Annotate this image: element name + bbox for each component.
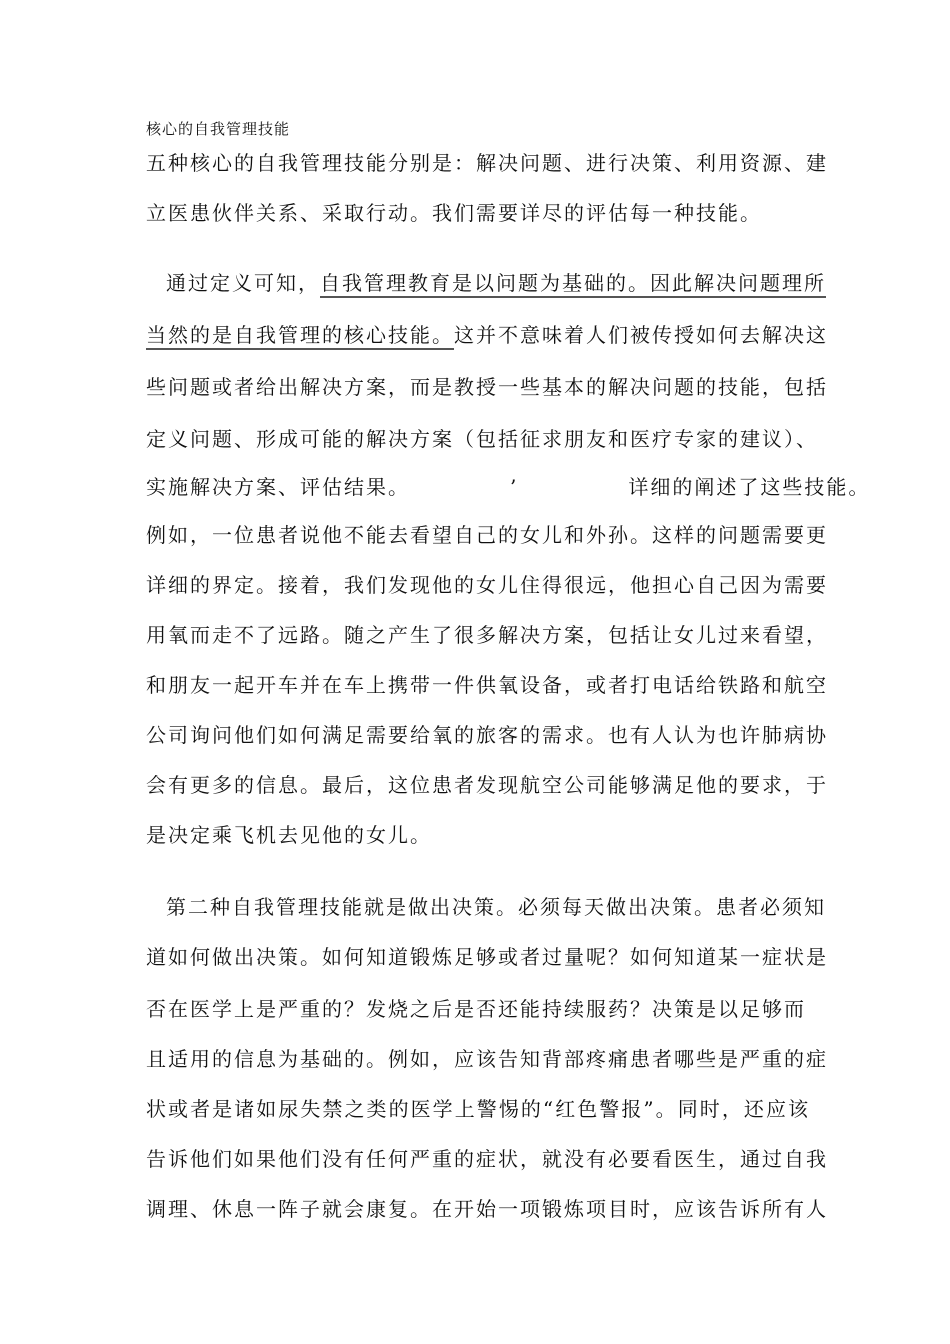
para2-line-1 bbox=[146, 270, 826, 296]
para2-line: 定义问题、形成可能的解决方案（包括征求朋友和医疗专家的建议）、 bbox=[146, 427, 818, 451]
para2-line: 用氧而走不了远路。随之产生了很多解决方案，包括让女儿过来看望， bbox=[146, 623, 828, 647]
para3-line: 状或者是诸如尿失禁之类的医学上警惕的“红色警报”。同时，还应该 bbox=[146, 1097, 810, 1121]
para2-line: 是决定乘飞机去见他的女儿。 bbox=[146, 823, 432, 847]
para2-text: 通过定义可知， bbox=[166, 271, 320, 295]
para1-line: 五种核心的自我管理技能分别是：解决问题、进行决策、利用资源、建 bbox=[146, 151, 828, 175]
para2-line: 些问题或者给出解决方案，而是教授一些基本的解决问题的技能，包括 bbox=[146, 375, 828, 399]
para3-line: 调理、休息一阵子就会康复。在开始一项锻炼项目时，应该告诉所有人 bbox=[146, 1197, 828, 1221]
para3-line: 告诉他们如果他们没有任何严重的症状，就没有必要看医生，通过自我 bbox=[146, 1147, 828, 1171]
para2-line: 实施解决方案、评估结果。 ’ 详细的阐述了这些技能。 bbox=[146, 475, 871, 499]
para3-line: 否在医学上是严重的？发烧之后是否还能持续服药？决策是以足够而 bbox=[146, 997, 806, 1021]
underlined-text: 自我管理教育是以问题为基础的。因此解决问题理所 bbox=[320, 271, 826, 295]
para2-line: 和朋友一起开车并在车上携带一件供氧设备，或者打电话给铁路和航空 bbox=[146, 673, 828, 697]
para2-line: 例如，一位患者说他不能去看望自己的女儿和外孙。这样的问题需要更 bbox=[146, 523, 828, 547]
section-heading: 核心的自我管理技能 bbox=[146, 120, 291, 138]
underlined-text: 当然的是自我管理的核心技能。 bbox=[146, 323, 454, 347]
para3-line: 第二种自我管理技能就是做出决策。必须每天做出决策。患者必须知 bbox=[166, 895, 826, 919]
para2-line-2 bbox=[146, 322, 828, 348]
para2-line: 详细的界定。接着，我们发现他的女儿住得很远，他担心自己因为需要 bbox=[146, 573, 828, 597]
para3-line: 且适用的信息为基础的。例如，应该告知背部疼痛患者哪些是严重的症 bbox=[146, 1047, 828, 1071]
para2-text: 这并不意味着人们被传授如何去解决这 bbox=[454, 323, 828, 347]
para2-line: 会有更多的信息。最后，这位患者发现航空公司能够满足他的要求，于 bbox=[146, 773, 828, 797]
para1-line: 立医患伙伴关系、采取行动。我们需要详尽的评估每一种技能。 bbox=[146, 201, 762, 225]
para3-line: 道如何做出决策。如何知道锻炼足够或者过量呢？如何知道某一症状是 bbox=[146, 945, 828, 969]
para2-line: 公司询问他们如何满足需要给氧的旅客的需求。也有人认为也许肺病协 bbox=[146, 723, 828, 747]
